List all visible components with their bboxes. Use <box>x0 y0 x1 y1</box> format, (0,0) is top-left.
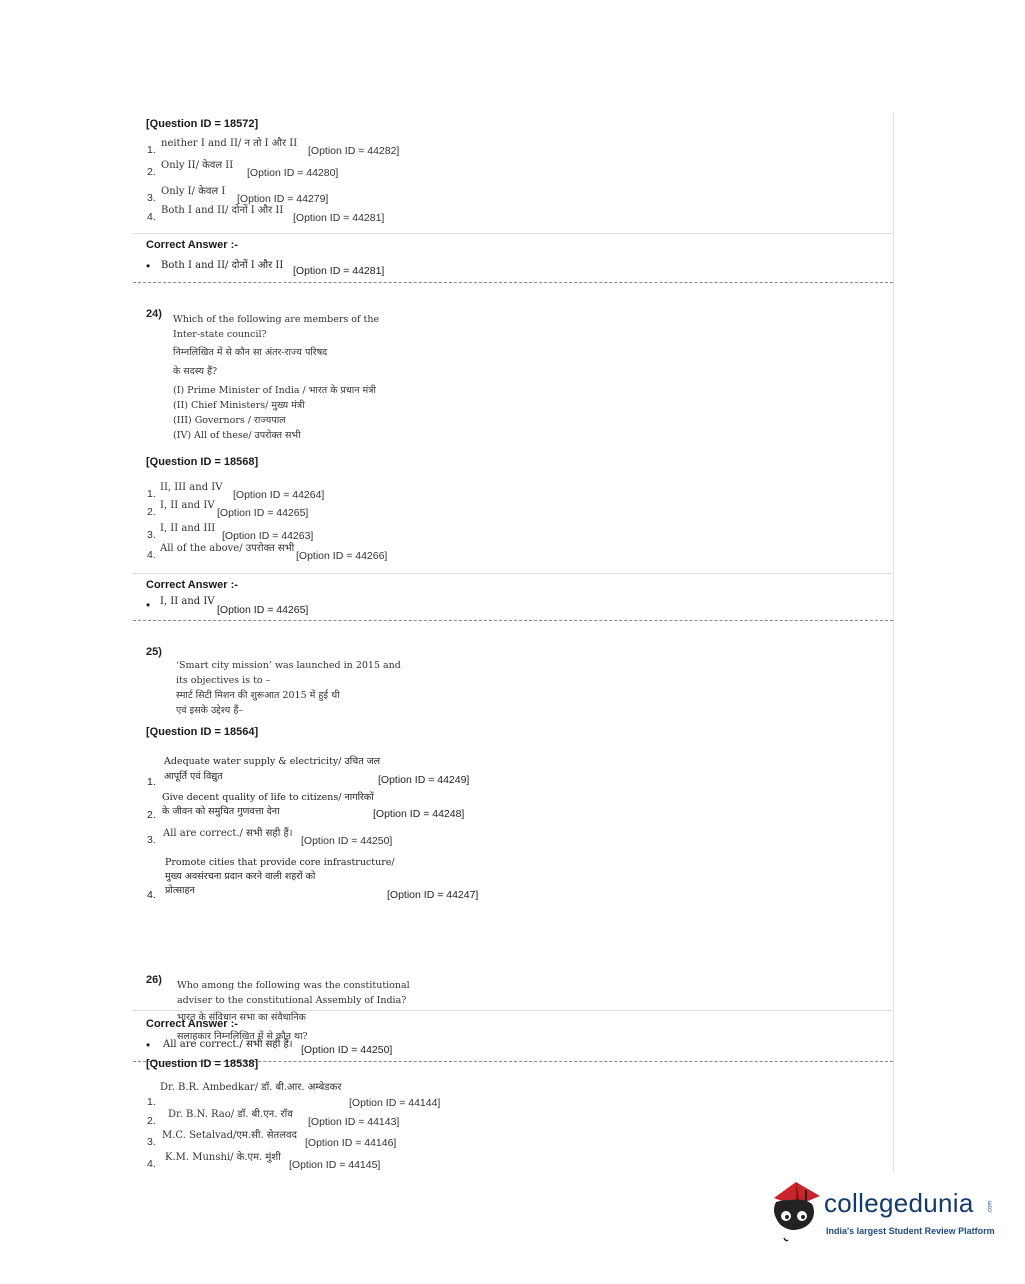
option-3 <box>133 523 533 543</box>
option-text: I, II and III <box>160 523 216 534</box>
question-id: [Question ID = 18572] <box>146 118 259 130</box>
option-text-line: आपूर्ति एवं विद्युत <box>164 771 223 782</box>
correct-answer-label: Correct Answer :- <box>146 579 238 591</box>
option-number: 4. <box>147 211 156 223</box>
question-line: Inter-state council? <box>173 329 267 340</box>
exam-page <box>133 112 894 1172</box>
option-number: 4. <box>147 889 156 901</box>
correct-answer <box>133 596 533 616</box>
option-4 <box>133 205 533 225</box>
option-number: 3. <box>147 1136 156 1148</box>
option-id: [Option ID = 44146] <box>305 1137 397 1149</box>
question-text <box>176 658 416 718</box>
brand-name: collegedunia <box>824 1188 974 1218</box>
option-text: All of the above/ उपरोक्त सभी <box>160 543 295 554</box>
option-text-line: के जीवन को समुचित गुणवत्ता देना <box>162 806 280 817</box>
option-id: [Option ID = 44280] <box>247 167 339 179</box>
option-id: [Option ID = 44143] <box>308 1116 400 1128</box>
option-text-line: Give decent quality of life to citizens/ नागरिकों <box>162 792 374 803</box>
answer-option-id: [Option ID = 44265] <box>217 604 309 616</box>
option-number: 2. <box>147 506 156 518</box>
answer-text: I, II and IV <box>160 596 215 607</box>
option-3 <box>133 186 533 206</box>
bullet-icon: • <box>146 259 151 273</box>
option-id: [Option ID = 44263] <box>222 530 314 542</box>
question-line: भारत के संविधान सभा का संवैधानिक <box>177 1012 306 1023</box>
question-line: Who among the following was the constitutional <box>177 980 410 991</box>
option-number: 3. <box>147 834 156 846</box>
correct-answer <box>133 257 533 277</box>
option-text-line: प्रोत्साहन <box>165 885 195 896</box>
option-number: 2. <box>147 166 156 178</box>
option-number: 3. <box>147 192 156 204</box>
question-id: [Question ID = 18568] <box>146 456 259 468</box>
option-4 <box>133 543 533 563</box>
option-text-line: Adequate water supply & electricity/ उचित जल <box>164 756 381 767</box>
option-2 <box>133 160 533 180</box>
option-text: Only II/ केवल II <box>161 160 234 171</box>
option-1 <box>133 138 533 158</box>
option-text: neither I and II/ न तो I और II <box>161 138 298 149</box>
question-line: its objectives is to – <box>176 675 271 686</box>
option-id: [Option ID = 44247] <box>387 889 479 901</box>
option-id: [Option ID = 44249] <box>378 774 470 786</box>
question-line: (II) Chief Ministers/ मुख्य मंत्री <box>173 400 305 411</box>
question-line: (IV) All of these/ उपरोक्त सभी <box>173 430 301 441</box>
option-4 <box>133 856 553 902</box>
question-line: adviser to the constitutional Assembly of India? <box>177 995 407 1006</box>
bullet-icon: • <box>146 598 151 612</box>
bullet-icon: • <box>146 1038 151 1052</box>
option-number: 4. <box>147 1158 156 1170</box>
option-id: [Option ID = 44144] <box>349 1097 441 1109</box>
question-text <box>173 312 413 443</box>
option-id: [Option ID = 44266] <box>296 550 388 562</box>
question-line: के सदस्य हैं? <box>173 366 218 377</box>
option-number: 2. <box>147 1115 156 1127</box>
option-text: All are correct./ सभी सही हैं। <box>163 828 293 839</box>
option-1 <box>133 482 533 502</box>
option-text-line: Promote cities that provide core infrastructure/ <box>165 857 395 868</box>
option-id: [Option ID = 44281] <box>293 212 385 224</box>
question-line: एवं इसके उद्देश्य हैं– <box>176 705 244 716</box>
option-number: 1. <box>147 488 156 500</box>
option-id: [Option ID = 44282] <box>308 145 400 157</box>
option-2 <box>133 500 533 520</box>
option-number: 4. <box>147 549 156 561</box>
option-text: M.C. Setalvad/एम.सी. सेतलवद <box>162 1130 297 1141</box>
option-number: 1. <box>147 776 156 788</box>
option-id: [Option ID = 44265] <box>217 507 309 519</box>
option-text: Both I and II/ दोनों I और II <box>161 205 284 216</box>
answer-option-id: [Option ID = 44281] <box>293 265 385 277</box>
option-text: K.M. Munshi/ के.एम. मुंशी <box>165 1152 281 1163</box>
question-separator <box>133 620 893 621</box>
option-number: 1. <box>147 144 156 156</box>
question-line: सलाहकार निम्नलिखित में से कौन था? <box>177 1031 308 1042</box>
question-line: निम्नलिखित में से कौन सा अंतर-राज्य परिषद <box>173 347 328 358</box>
option-text: I, II and IV <box>160 500 215 511</box>
question-text <box>177 978 417 1044</box>
option-text: II, III and IV <box>160 482 223 493</box>
correct-answer-label: Correct Answer :- <box>146 239 238 251</box>
question-id: [Question ID = 18564] <box>146 726 259 738</box>
option-number: 2. <box>147 809 156 821</box>
question-id: [Question ID = 18538] <box>146 1058 259 1070</box>
option-id: [Option ID = 44250] <box>301 835 393 847</box>
option-number: 1. <box>147 1096 156 1108</box>
option-1 <box>133 1082 553 1110</box>
divider <box>133 573 893 574</box>
option-text: Dr. B.N. Rao/ डॉ. बी.एन. रॉव <box>168 1109 293 1120</box>
option-4 <box>133 1152 553 1172</box>
question-number: 26) <box>146 974 162 986</box>
correct-answer-label: Correct Answer :- <box>146 1018 238 1030</box>
question-number: 25) <box>146 646 162 658</box>
option-2 <box>133 1109 553 1129</box>
option-text-line: मुख्य अवसंरचना प्रदान करने वाली शहरों को <box>165 871 316 882</box>
option-id: [Option ID = 44264] <box>233 489 325 501</box>
graduate-mascot-icon <box>766 1176 828 1246</box>
answer-text: Both I and II/ दोनों I और II <box>161 260 284 271</box>
option-text: Only I/ केवल I <box>161 186 226 197</box>
option-number: 3. <box>147 529 156 541</box>
brand-domain: .com <box>987 1200 994 1214</box>
option-1 <box>133 754 553 792</box>
question-line: स्मार्ट सिटी मिशन की शुरूआत 2015 में हुई थी <box>176 690 340 701</box>
question-line: (I) Prime Minister of India / भारत के प्रधान मंत्री <box>173 385 376 396</box>
option-id: [Option ID = 44279] <box>237 193 329 205</box>
option-3 <box>133 828 553 848</box>
option-id: [Option ID = 44145] <box>289 1159 381 1171</box>
option-id: [Option ID = 44248] <box>373 808 465 820</box>
divider <box>133 233 893 234</box>
option-text: Dr. B.R. Ambedkar/ डॉ. बी.आर. अम्बेडकर <box>160 1082 342 1093</box>
answer-option-id: [Option ID = 44250] <box>301 1044 393 1056</box>
answer-text: All are correct./ सभी सही हैं। <box>163 1039 293 1050</box>
question-separator <box>133 282 893 283</box>
question-number: 24) <box>146 308 162 320</box>
brand-tagline: India's largest Student Review Platform <box>826 1226 995 1236</box>
collegedunia-logo <box>766 1176 996 1246</box>
option-3 <box>133 1130 553 1150</box>
question-line: Which of the following are members of the <box>173 314 380 325</box>
option-2 <box>133 790 553 828</box>
question-line: (III) Governors / राज्यपाल <box>173 415 286 426</box>
question-line: ‘Smart city mission’ was launched in 2015 and <box>176 660 401 671</box>
